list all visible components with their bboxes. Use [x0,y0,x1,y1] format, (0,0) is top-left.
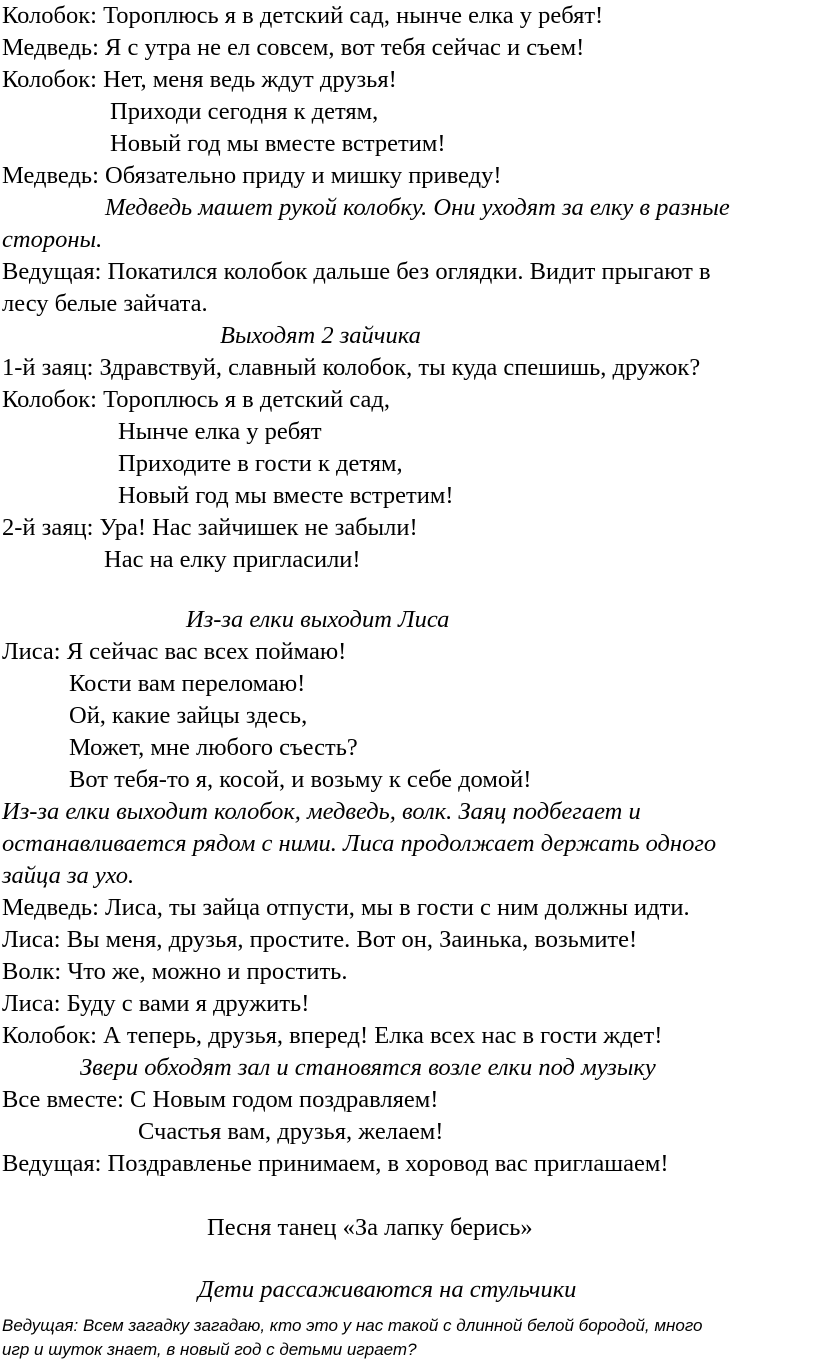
text-line: Медведь: Обязательно приду и мишку приведу! [2,162,502,189]
text-line: Колобок: Тороплюсь я в детский сад, нынче елка у ребят! [2,2,604,29]
text-line: Все вместе: С Новым годом поздравляем! [2,1086,439,1113]
riddle-line: Ведущая: Всем загадку загадаю, кто это у нас такой с длинной белой бородой, много [2,1316,703,1335]
stage-direction: Из-за елки выходит Лиса [186,606,450,633]
text-line: Колобок: Тороплюсь я в детский сад, [2,386,390,413]
text-line: Колобок: Нет, меня ведь ждут друзья! [2,66,397,93]
stage-direction: Дети рассаживаются на стульчики [198,1276,577,1303]
text-line: лесу белые зайчата. [2,290,208,317]
stage-direction: Звери обходят зал и становятся возле елки под музыку [80,1054,656,1081]
text-line: Медведь: Лиса, ты зайца отпусти, мы в гости с ним должны идти. [2,894,690,921]
text-line: Лиса: Я сейчас вас всех поймаю! [2,638,347,665]
text-line: Кости вам переломаю! [69,670,306,697]
text-line: Ой, какие зайцы здесь, [69,702,308,729]
text-line: Может, мне любого съесть? [69,734,358,761]
text-line: Ведущая: Поздравленье принимаем, в хоровод вас приглашаем! [2,1150,669,1177]
text-line: Вот тебя-то я, косой, и возьму к себе домой! [69,766,532,793]
stage-direction: Медведь машет рукой колобку. Они уходят за елку в разные [105,194,730,221]
stage-direction: зайца за ухо. [2,862,135,889]
text-line: Ведущая: Покатился колобок дальше без оглядки. Видит прыгают в [2,258,711,285]
text-line: Волк: Что же, можно и простить. [2,958,348,985]
text-line: 2-й заяц: Ура! Нас зайчишек не забыли! [2,514,418,541]
text-line: Приходи сегодня к детям, [110,98,379,125]
text-line: Медведь: Я с утра не ел совсем, вот тебя сейчас и съем! [2,34,585,61]
text-line: 1-й заяц: Здравствуй, славный колобок, ты куда спешишь, дружок? [2,354,701,381]
text-line: Счастья вам, друзья, желаем! [138,1118,444,1145]
text-line: Приходите в гости к детям, [118,450,403,477]
stage-direction: Из-за елки выходит колобок, медведь, волк. Заяц подбегает и [2,798,641,825]
text-line: Нынче елка у ребят [118,418,322,445]
text-line: Новый год мы вместе встретим! [118,482,454,509]
song-title: Песня танец «За лапку берись» [207,1214,533,1241]
stage-direction: Выходят 2 зайчика [220,322,421,349]
text-line: Лиса: Буду с вами я дружить! [2,990,310,1017]
stage-direction: останавливается рядом с ними. Лиса продолжает держать одного [2,830,717,857]
text-line: Новый год мы вместе встретим! [110,130,446,157]
text-line: Колобок: А теперь, друзья, вперед! Елка всех нас в гости ждет! [2,1022,663,1049]
text-line: Лиса: Вы меня, друзья, простите. Вот он, Заинька, возьмите! [2,926,638,953]
stage-direction: стороны. [2,226,103,253]
text-line: Нас на елку пригласили! [104,546,361,573]
riddle-line: игр и шуток знает, в новый год с детьми играет? [2,1340,417,1359]
